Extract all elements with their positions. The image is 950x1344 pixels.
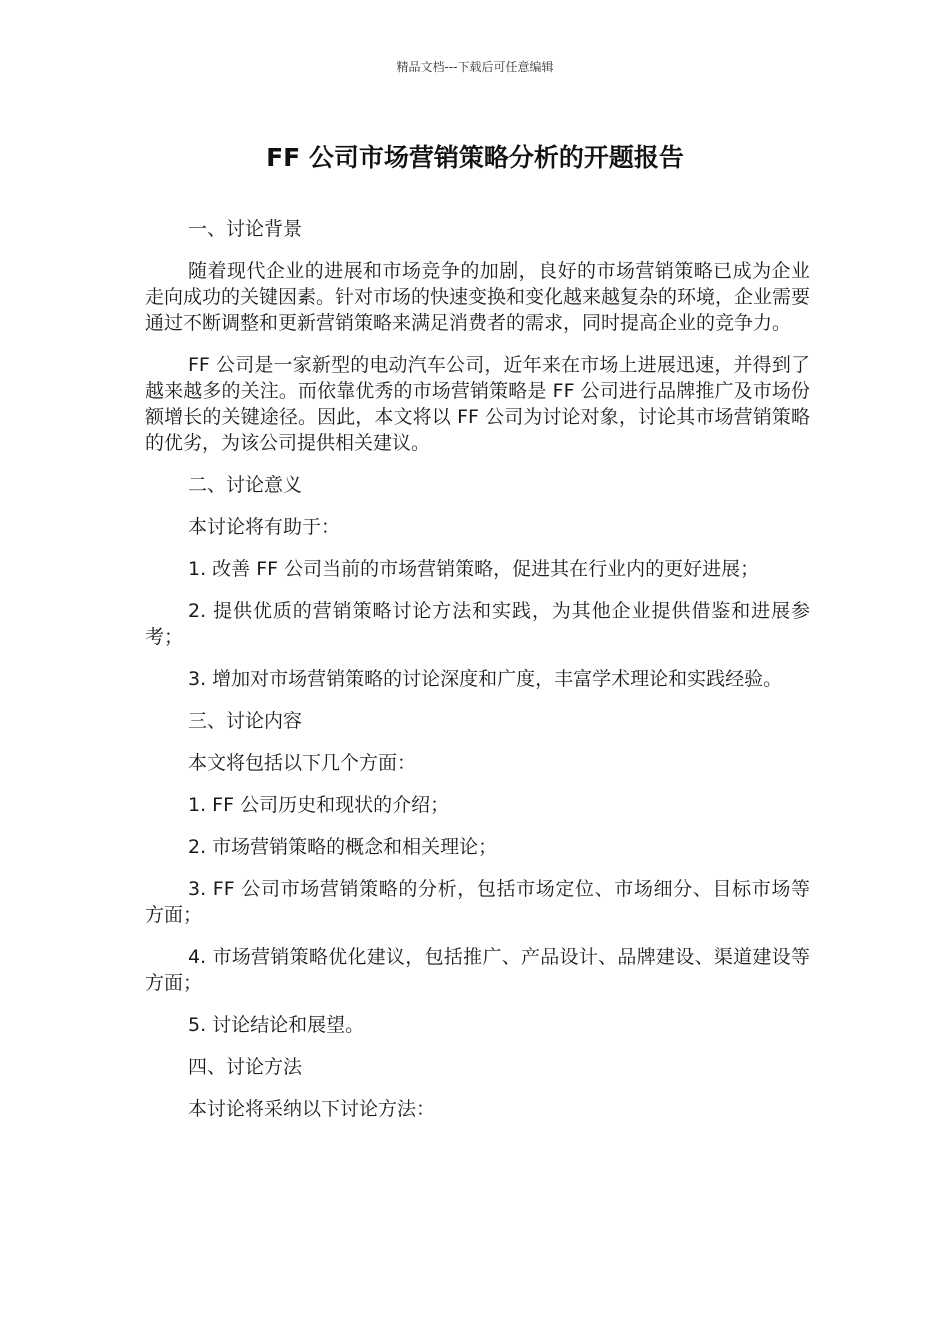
- content-intro: 本文将包括以下几个方面：: [188, 752, 417, 774]
- content-item: 5. 讨论结论和展望。: [188, 1014, 365, 1036]
- significance-intro: 本讨论将有助于：: [188, 516, 341, 538]
- significance-item: 2. 提供优质的营销策略讨论方法和实践，为其他企业提供借鉴和进展参考；: [145, 600, 810, 648]
- significance-item: 3. 增加对市场营销策略的讨论深度和广度，丰富学术理论和实践经验。: [188, 668, 783, 690]
- section-heading-significance: 二、讨论意义: [188, 474, 303, 496]
- background-paragraph-1: 随着现代企业的进展和市场竞争的加剧，良好的市场营销策略已成为企业走向成功的关键因素。针对市场的快速变换和变化越来越复杂的环境，企业需要通过不断调整和更新营销策略来满足消费者的需求，同时提高企业的竞争力。: [145, 260, 811, 334]
- document-body: [145, 216, 810, 1138]
- content-item: 2. 市场营销策略的概念和相关理论；: [188, 836, 498, 858]
- section-heading-methods: 四、讨论方法: [188, 1056, 303, 1078]
- section-heading-background: 一、讨论背景: [188, 218, 303, 240]
- methods-intro: 本讨论将采纳以下讨论方法：: [188, 1098, 436, 1120]
- page-header-note: 精品文档---下载后可任意编辑: [396, 60, 554, 74]
- background-paragraph-2: FF 公司是一家新型的电动汽车公司，近年来在市场上进展迅速，并得到了越来越多的关注。而依靠优秀的市场营销策略是 FF 公司进行品牌推广及市场份额增长的关键途径。因此，本文将以 FF 公司为讨论对象，讨论其市场营销策略的优劣，为该公司提供相关建议。: [145, 354, 810, 454]
- section-heading-content: 三、讨论内容: [188, 710, 303, 732]
- content-item: 1. FF 公司历史和现状的介绍；: [188, 794, 450, 816]
- significance-item: 1. 改善 FF 公司当前的市场营销策略，促进其在行业内的更好进展；: [188, 558, 760, 580]
- content-item: 4. 市场营销策略优化建议，包括推广、产品设计、品牌建设、渠道建设等方面；: [145, 946, 810, 994]
- document-title: FF 公司市场营销策略分析的开题报告: [266, 143, 684, 172]
- content-item: 3. FF 公司市场营销策略的分析，包括市场定位、市场细分、目标市场等方面；: [145, 878, 810, 926]
